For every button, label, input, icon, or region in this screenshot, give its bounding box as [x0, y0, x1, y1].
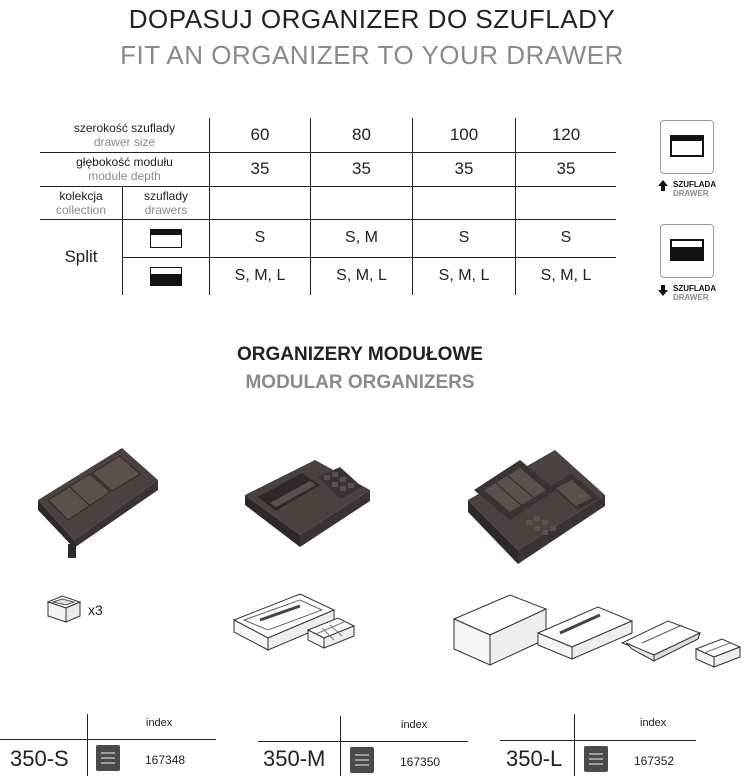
- index-divider: [500, 740, 696, 741]
- depth-cell: 35: [311, 152, 413, 186]
- depth-label-en: module depth: [88, 169, 161, 183]
- collection-name: Split: [64, 247, 98, 267]
- tray-l-outline-icon: [450, 585, 744, 675]
- drawers-label-en: drawers: [144, 202, 188, 217]
- drawer-low-icon: [150, 267, 182, 286]
- value-cell: S, M: [311, 219, 413, 257]
- product-code: 167348: [145, 753, 186, 767]
- size-cell: 120: [516, 118, 617, 152]
- drawer-standard-icon: [123, 219, 210, 257]
- drawer-standard-icon: [150, 229, 182, 248]
- table-row-drawer-size: [40, 118, 616, 152]
- organizer-l-image: [460, 440, 610, 570]
- product-code: 167350: [400, 755, 441, 769]
- drawers-label: szuflady: [143, 188, 189, 203]
- drawer-size-label: szerokość szuflady: [73, 120, 176, 135]
- arrow-down-icon: [658, 285, 668, 296]
- small-container-icon: [44, 592, 84, 628]
- side-label-pl: SZUFLADA: [673, 180, 717, 189]
- depth-label: głębokość modułu: [76, 155, 173, 169]
- value-cell: S, M, L: [210, 257, 311, 295]
- value-cell: S, M, L: [516, 257, 617, 295]
- accessory-count: x3: [88, 602, 103, 618]
- depth-cell: 35: [413, 152, 516, 186]
- index-divider: [258, 741, 468, 742]
- side-label-en: DRAWER: [673, 189, 709, 198]
- collection-label-en: collection: [55, 202, 107, 217]
- fit-table: [40, 118, 616, 295]
- value-cell: S, M, L: [311, 257, 413, 295]
- organizer-m-image: [240, 455, 375, 555]
- page-title: DOPASUJ ORGANIZER DO SZUFLADY: [128, 4, 616, 34]
- index-label: index: [401, 719, 428, 731]
- product-code: 167352: [634, 754, 675, 768]
- value-cell: S: [516, 219, 617, 257]
- side-label-down: [673, 284, 716, 302]
- drawer-down-icon: [660, 224, 714, 278]
- table-row-standard: [40, 219, 616, 257]
- index-label: index: [146, 717, 173, 729]
- page-subtitle: FIT AN ORGANIZER TO YOUR DRAWER: [120, 40, 624, 70]
- organizer-s-image: [30, 440, 165, 565]
- size-cell: 100: [413, 118, 516, 152]
- value-cell: S: [413, 219, 516, 257]
- index-divider: [340, 716, 341, 776]
- model-name: 350-M: [263, 746, 326, 771]
- drawer-up-icon: [660, 120, 714, 174]
- table-row-depth: [40, 152, 616, 186]
- barcode-icon: [584, 746, 608, 772]
- barcode-icon: [96, 745, 120, 771]
- barcode-icon: [350, 747, 374, 773]
- index-divider: [0, 739, 216, 740]
- value-cell: S, M, L: [413, 257, 516, 295]
- collection-label: kolekcja: [59, 188, 103, 203]
- table-row-header: [40, 186, 616, 219]
- drawer-low-icon-cell: [123, 257, 210, 295]
- side-label-up: [673, 180, 716, 198]
- depth-cell: 35: [210, 152, 311, 186]
- side-label-en: DRAWER: [673, 293, 709, 302]
- index-divider: [574, 714, 575, 776]
- depth-cell: 35: [516, 152, 617, 186]
- arrow-up-icon: [658, 180, 668, 191]
- side-label-pl: SZUFLADA: [673, 284, 717, 293]
- size-cell: 60: [210, 118, 311, 152]
- index-divider: [87, 714, 88, 776]
- index-label: index: [640, 717, 667, 729]
- drawer-size-label-en: drawer size: [93, 134, 156, 149]
- section-subtitle: MODULAR ORGANIZERS: [245, 372, 475, 393]
- section-title: ORGANIZERY MODUŁOWE: [237, 344, 483, 365]
- tray-m-outline-icon: [230, 590, 360, 660]
- table-row-low: [40, 257, 616, 295]
- model-name: 350-L: [506, 746, 563, 771]
- size-cell: 80: [311, 118, 413, 152]
- value-cell: S: [210, 219, 311, 257]
- model-name: 350-S: [10, 746, 69, 771]
